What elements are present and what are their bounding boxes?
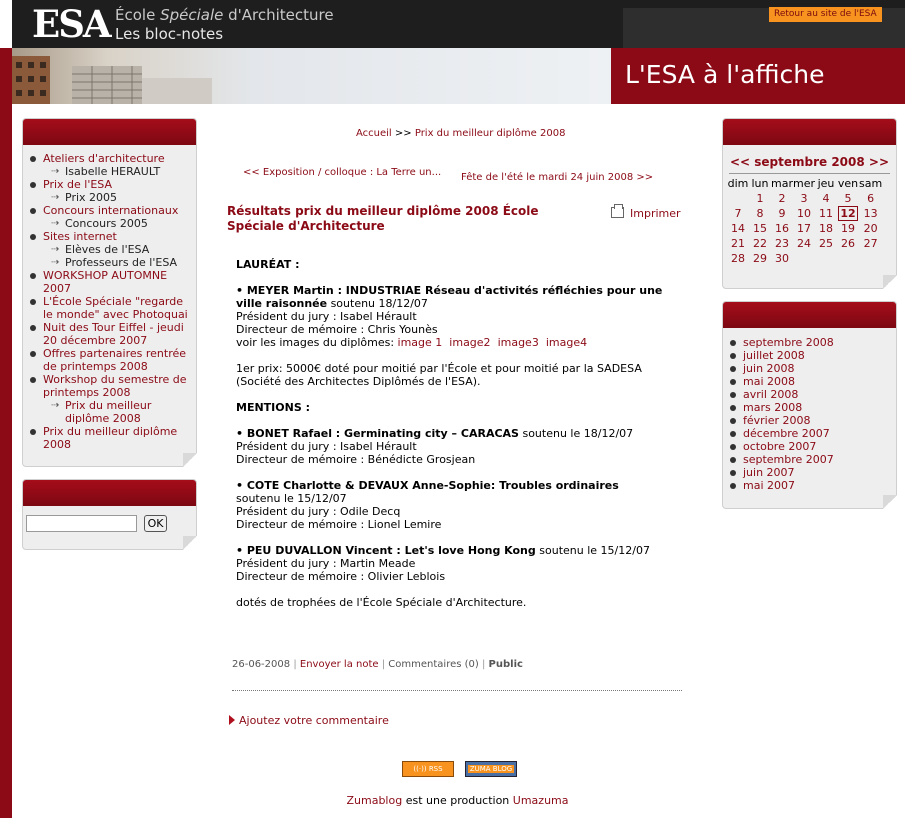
calendar-day[interactable]: 26 [841,237,856,250]
category-item [43,204,190,217]
calendar-day[interactable]: 15 [753,222,767,235]
mention-director: Directeur de mémoire : Olivier Leblois [236,570,446,583]
mention-date: soutenu le 18/12/07 [518,427,634,440]
category-item [43,399,190,425]
category-link[interactable]: Concours 2005 [65,217,148,230]
calendar-day[interactable]: 25 [819,237,834,250]
footer [0,794,915,807]
weekday-label: dim [727,177,749,190]
category-item [43,256,190,269]
calendar-day[interactable]: 22 [753,237,767,250]
mention-director: Directeur de mémoire : Lionel Lemire [236,518,442,531]
calendar-weekdays [727,176,882,191]
archive-item [743,388,896,401]
next-post-link[interactable]: Fête de l'été le mardi 24 juin 2008 >> [461,172,654,183]
top-bar [12,0,905,48]
calendar-day[interactable]: 9 [778,207,786,220]
print-label: Imprimer [630,207,681,220]
image-link-1[interactable]: image 1 [397,336,443,349]
breadcrumb-home-link[interactable]: Accueil [356,128,392,139]
banner [12,48,905,104]
category-item [43,295,190,321]
left-accent-bar [0,48,12,818]
archive-item [743,427,896,440]
category-link[interactable]: Offres partenaires rentrée de printemps 2008 [43,347,187,373]
archive-item [743,466,896,479]
calendar-day[interactable]: 17 [797,222,811,235]
calendar-day[interactable]: 29 [753,252,767,265]
mention-jury: Président du jury : Isabel Hérault [236,440,417,453]
archive-link[interactable]: février 2008 [743,414,811,427]
categories-list [23,145,196,451]
winner-date: soutenu 18/12/07 [327,297,428,310]
calendar-day[interactable]: 13 [863,207,878,220]
calendar-day[interactable]: 3 [800,192,808,205]
school-name-suffix: d'Architecture [223,6,334,24]
school-name-italic: Spéciale [160,6,224,24]
calendar-empty-cell [727,191,749,206]
archive-link[interactable]: mars 2008 [743,401,803,414]
meta-separator: | [293,659,297,670]
mention-jury: Président du jury : Odile Decq [236,505,401,518]
image-link-3[interactable]: image3 [497,336,539,349]
mention-jury: Président du jury : Martin Meade [236,557,416,570]
banner-title: L'ESA à l'affiche [625,60,825,89]
categories-box-header [23,119,196,145]
sub-arrow-icon: ⇢ [51,257,60,268]
page-fold [183,536,197,550]
calendar-day[interactable]: 7 [734,207,742,220]
comments-link[interactable]: Commentaires (0) [388,659,479,670]
weekday-label: jeu [817,177,835,190]
mention-name: • COTE Charlotte & DEVAUX Anne-Sophie: Troubles ordinaires [236,479,619,492]
post-meta [232,659,523,670]
rss-icon: ((·)) [413,765,427,773]
calendar-day[interactable]: 14 [731,222,745,235]
mention-director: Directeur de mémoire : Bénédicte Grosjean [236,453,476,466]
calendar-next-month[interactable]: >> [868,155,890,169]
sub-arrow-icon: ⇢ [51,218,60,229]
archive-link[interactable]: juin 2007 [743,466,795,479]
weekday-label: sam [859,177,883,190]
calendar-day[interactable]: 27 [863,237,878,250]
page-fold [183,453,197,467]
add-comment-label: Ajoutez votre commentaire [239,714,389,727]
archive-item [743,375,896,388]
closing-text: dotés de trophées de l'École Spéciale d'Architecture. [236,596,527,609]
sub-arrow-icon: ⇢ [51,192,60,203]
send-note-link[interactable]: Envoyer la note [299,659,379,670]
add-comment-link[interactable] [229,714,389,727]
archive-link[interactable]: juin 2008 [743,362,795,375]
laureat-heading: LAURÉAT : [236,258,300,271]
category-item [43,425,190,451]
category-item [43,152,190,165]
building-illustration [12,48,611,104]
page-fold [883,495,897,509]
archives-box-header [723,302,896,328]
archive-item [743,362,896,375]
category-item [43,165,190,178]
archive-item [743,440,896,453]
sub-arrow-icon: ⇢ [51,244,60,255]
weekday-label: mer [793,177,816,190]
meta-separator: | [481,659,486,670]
page-fold [883,275,897,289]
category-item [43,347,190,373]
weekday-label: lun [751,177,769,190]
calendar-day[interactable]: 18 [819,222,834,235]
archive-link[interactable]: mai 2007 [743,479,796,492]
archives-list [723,328,896,492]
calendar-day[interactable]: 20 [863,222,878,235]
archives-box [722,301,897,509]
school-name [115,6,334,24]
category-link[interactable]: Workshop du semestre de printemps 2008 [43,373,187,399]
post-date: 26-06-2008 [232,659,291,670]
back-to-esa-link[interactable]: Retour au site de l'ESA [769,7,882,22]
category-link[interactable]: Elèves de l'ESA [65,243,150,256]
calendar-day[interactable]: 6 [867,192,875,205]
weekday-label: ven [837,177,859,190]
calendar-day[interactable]: 12 [840,207,856,220]
logo-text: ESA [32,2,110,46]
archive-item [743,479,896,492]
calendar-day[interactable]: 8 [756,207,764,220]
calendar-box-header [723,119,896,145]
printer-icon [611,207,624,218]
archive-link[interactable]: juillet 2008 [743,349,805,362]
calendar-day[interactable]: 10 [797,207,811,220]
visibility-label: Public [488,659,523,670]
winner-director: Directeur de mémoire : Chris Younès [236,323,438,336]
category-link[interactable]: Ateliers d'architecture [43,152,165,165]
category-link[interactable]: Concours internationaux [43,204,179,217]
category-link[interactable]: Prix du meilleur diplôme 2008 [65,399,152,425]
category-item [43,217,190,230]
mention-name: • BONET Rafael : Germinating city – CARACAS [236,427,519,440]
calendar-day[interactable]: 19 [841,222,856,235]
calendar-prev-month[interactable]: << [729,155,751,169]
winner-jury: Président du jury : Isabel Hérault [236,310,417,323]
calendar-day[interactable]: 2 [778,192,786,205]
banner-photo [12,48,611,104]
blog-name: Les bloc-notes [115,25,224,43]
breadcrumb-separator: >> [391,128,415,139]
prize-text: 1er prix: 5000€ doté pour moitié par l'École et pour moitié par la SADESA (Société des Architectes Diplômés de l'ESA). [236,362,642,388]
zumablog-badge[interactable] [465,761,517,777]
rss-badge[interactable] [402,761,454,777]
post-body [236,258,686,622]
calendar-days [727,191,882,266]
triangle-arrow-icon [229,715,235,725]
breadcrumb-current-link[interactable]: Prix du meilleur diplôme 2008 [414,128,566,139]
category-link[interactable]: WORKSHOP AUTOMNE 2007 [43,269,168,295]
archive-link[interactable]: septembre 2008 [743,336,834,349]
category-item [43,230,190,243]
esa-logo[interactable] [32,2,122,46]
school-name-prefix: École [115,6,161,24]
archive-item [743,336,896,349]
calendar-day[interactable]: 21 [731,237,745,250]
rss-label: RSS [428,765,443,773]
images-label: voir les images du diplômes: [236,336,398,349]
zumablog-label: ZUMA BLOG [469,765,513,773]
archive-link[interactable]: mai 2008 [743,375,796,388]
archive-item [743,401,896,414]
category-item [43,178,190,191]
meta-divider [232,690,682,691]
category-item [43,373,190,399]
image-link-2[interactable]: image2 [449,336,491,349]
archive-item [743,453,896,466]
archive-link[interactable]: octobre 2007 [743,440,817,453]
search-input[interactable] [26,515,137,532]
mention-date: soutenu le 15/12/07 [236,492,347,505]
calendar-day[interactable]: 23 [775,237,789,250]
archive-item [743,349,896,362]
breadcrumb [356,128,565,139]
calendar-divider [729,173,890,174]
image-link-4[interactable]: image4 [545,336,588,349]
category-link[interactable]: Professeurs de l'ESA [65,256,178,269]
sub-arrow-icon: ⇢ [51,166,60,177]
category-link[interactable]: L'École Spéciale "regarde le monde" avec Photoquai [43,295,188,321]
calendar-day[interactable]: 4 [822,192,830,205]
archive-link[interactable]: décembre 2007 [743,427,830,440]
category-item [43,321,190,347]
archive-link[interactable]: avril 2008 [743,388,799,401]
category-link[interactable]: Prix de l'ESA [43,178,113,191]
calendar-day[interactable]: 11 [819,207,834,220]
umazuma-link[interactable]: Umazuma [512,794,569,807]
weekday-label: mar [771,177,793,190]
archive-link[interactable]: septembre 2007 [743,453,834,466]
footer-text: est une production [402,794,513,807]
archive-item [743,414,896,427]
post-title: Résultats prix du meilleur diplôme 2008 École Spéciale d'Architecture [227,204,539,233]
winner-name: • MEYER Martin : INDUSTRIAE Réseau d'activités réfléchies pour une ville raisonnée [236,284,663,310]
category-item [43,269,190,295]
previous-post-link[interactable]: << Exposition / colloque : La Terre un... [243,167,442,178]
calendar-day[interactable]: 30 [775,252,789,265]
search-box-header [23,480,196,506]
zumablog-link[interactable]: Zumablog [346,794,403,807]
mention-date: soutenu le 15/12/07 [535,544,650,557]
calendar-month: septembre 2008 [754,155,865,169]
category-link[interactable]: Prix du meilleur diplôme 2008 [43,425,178,451]
category-link[interactable]: Prix 2005 [65,191,118,204]
calendar-title [723,155,896,169]
category-item [43,191,190,204]
categories-box [22,118,197,467]
category-link[interactable]: Sites internet [43,230,117,243]
calendar-day[interactable]: 5 [844,192,852,205]
calendar-box [722,118,897,289]
sub-arrow-icon: ⇢ [51,400,60,411]
calendar-day[interactable]: 24 [797,237,811,250]
mentions-heading: MENTIONS : [236,401,310,414]
calendar-grid [727,176,882,266]
calendar-day[interactable]: 28 [731,252,745,265]
banner-title-panel [611,48,905,104]
mention-name: • PEU DUVALLON Vincent : Let's love Hong Kong [236,544,536,557]
calendar-day[interactable]: 1 [756,192,764,205]
category-link[interactable]: Nuit des Tour Eiffel - jeudi 20 décembre 2007 [43,321,184,347]
calendar-day[interactable]: 16 [775,222,789,235]
category-item [43,243,190,256]
meta-separator: | [381,659,386,670]
print-button[interactable] [611,207,681,220]
category-link[interactable]: Isabelle HERAULT [65,165,161,178]
search-ok-button[interactable]: OK [144,515,167,532]
